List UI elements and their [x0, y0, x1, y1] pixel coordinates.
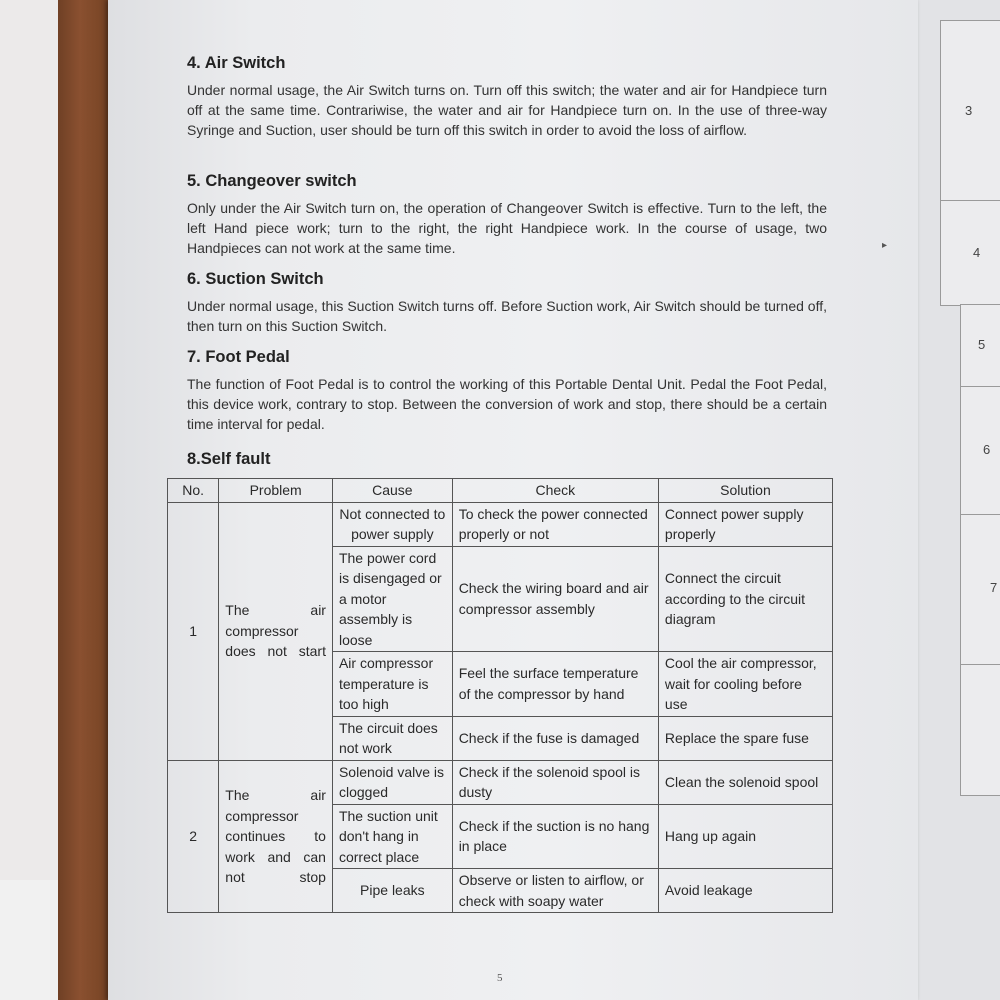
section-suction-switch [187, 270, 827, 336]
cause-cell: The power cord is disengaged or a motor assembly is loose [332, 546, 452, 652]
solution-cell: Cool the air compressor, wait for cooling before use [658, 652, 832, 717]
check-cell: Check if the fuse is damaged [452, 716, 658, 760]
header-no: No. [168, 479, 219, 503]
header-solution: Solution [658, 479, 832, 503]
solution-cell: Clean the solenoid spool [658, 760, 832, 804]
table-header-row [168, 479, 833, 503]
check-cell: Check if the solenoid spool is dusty [452, 760, 658, 804]
section-changeover-switch [187, 172, 827, 258]
page-number: 5 [497, 972, 503, 984]
section-body: Under normal usage, this Suction Switch turns off. Before Suction work, Air Switch should be turned off, then turn on this Suction Switch. [187, 298, 827, 334]
cause-cell: Pipe leaks [332, 869, 452, 913]
section-air-switch [187, 54, 827, 140]
pointer-mark: ▸ [882, 240, 888, 251]
problem-cell: The air compressor does not start [219, 502, 333, 760]
header-cause: Cause [332, 479, 452, 503]
adjacent-table-cell [960, 386, 1000, 516]
self-fault-table [167, 478, 833, 913]
section-title: 5. Changeover switch [187, 172, 357, 190]
solution-cell: Replace the spare fuse [658, 716, 832, 760]
adjacent-row-number: 7 [990, 580, 998, 595]
section-body: The function of Foot Pedal is to control the working of this Portable Dental Unit. Pedal the Foot Pedal, this device work, contrary to stop. Between the conversion of work and stop, there should be a certain time interval for pedal. [187, 376, 827, 432]
check-cell: Feel the surface temperature of the compressor by hand [452, 652, 658, 717]
adjacent-row-number: 5 [978, 337, 986, 352]
section-title: 8.Self fault [187, 450, 271, 468]
cause-cell: Solenoid valve is clogged [332, 760, 452, 804]
problem-cell: The air compressor continues to work and can not stop [219, 760, 333, 913]
adjacent-table-cell [960, 664, 1000, 796]
check-cell: Check if the suction is no hang in place [452, 804, 658, 869]
check-cell: Check the wiring board and air compressor assembly [452, 546, 658, 652]
cause-cell: The suction unit don't hang in correct place [332, 804, 452, 869]
section-body: Only under the Air Switch turn on, the operation of Changeover Switch is effective. Turn to the left, the left Hand piece work; turn to the right, the right Handpiece work. In the course of usage, two Handpieces can not work at the same time. [187, 200, 827, 256]
adjacent-table-cell [940, 200, 1000, 306]
check-cell: To check the power connected properly or not [452, 502, 658, 546]
section-foot-pedal [187, 348, 827, 434]
adjacent-row-number: 3 [965, 103, 973, 118]
table-row [168, 502, 833, 546]
check-cell: Observe or listen to airflow, or check with soapy water [452, 869, 658, 913]
cause-cell: The circuit does not work [332, 716, 452, 760]
section-title: 6. Suction Switch [187, 270, 324, 288]
section-title: 4. Air Switch [187, 54, 286, 72]
row-number: 1 [168, 502, 219, 760]
adjacent-row-number: 4 [973, 245, 981, 260]
solution-cell: Connect the circuit according to the circuit diagram [658, 546, 832, 652]
section-title: 7. Foot Pedal [187, 348, 290, 366]
section-body: Under normal usage, the Air Switch turns on. Turn off this switch; the water and air for Handpiece turn off at the same time. Contrariwise, the water and air for Handpiece turn on. In the use of three-way Syringe and Suction, user should be turn off this switch in order to avoid the loss of airflow. [187, 82, 827, 138]
header-problem: Problem [219, 479, 333, 503]
cause-cell: Air compressor temperature is too high [332, 652, 452, 717]
adjacent-row-number: 6 [983, 442, 991, 457]
background-left [0, 0, 60, 1000]
row-number: 2 [168, 760, 219, 913]
cause-cell: Not connected to power supply [332, 502, 452, 546]
solution-cell: Connect power supply properly [658, 502, 832, 546]
header-check: Check [452, 479, 658, 503]
adjacent-page [918, 0, 1000, 1000]
solution-cell: Hang up again [658, 804, 832, 869]
solution-cell: Avoid leakage [658, 869, 832, 913]
table-row [168, 760, 833, 804]
section-self-fault [187, 450, 827, 469]
